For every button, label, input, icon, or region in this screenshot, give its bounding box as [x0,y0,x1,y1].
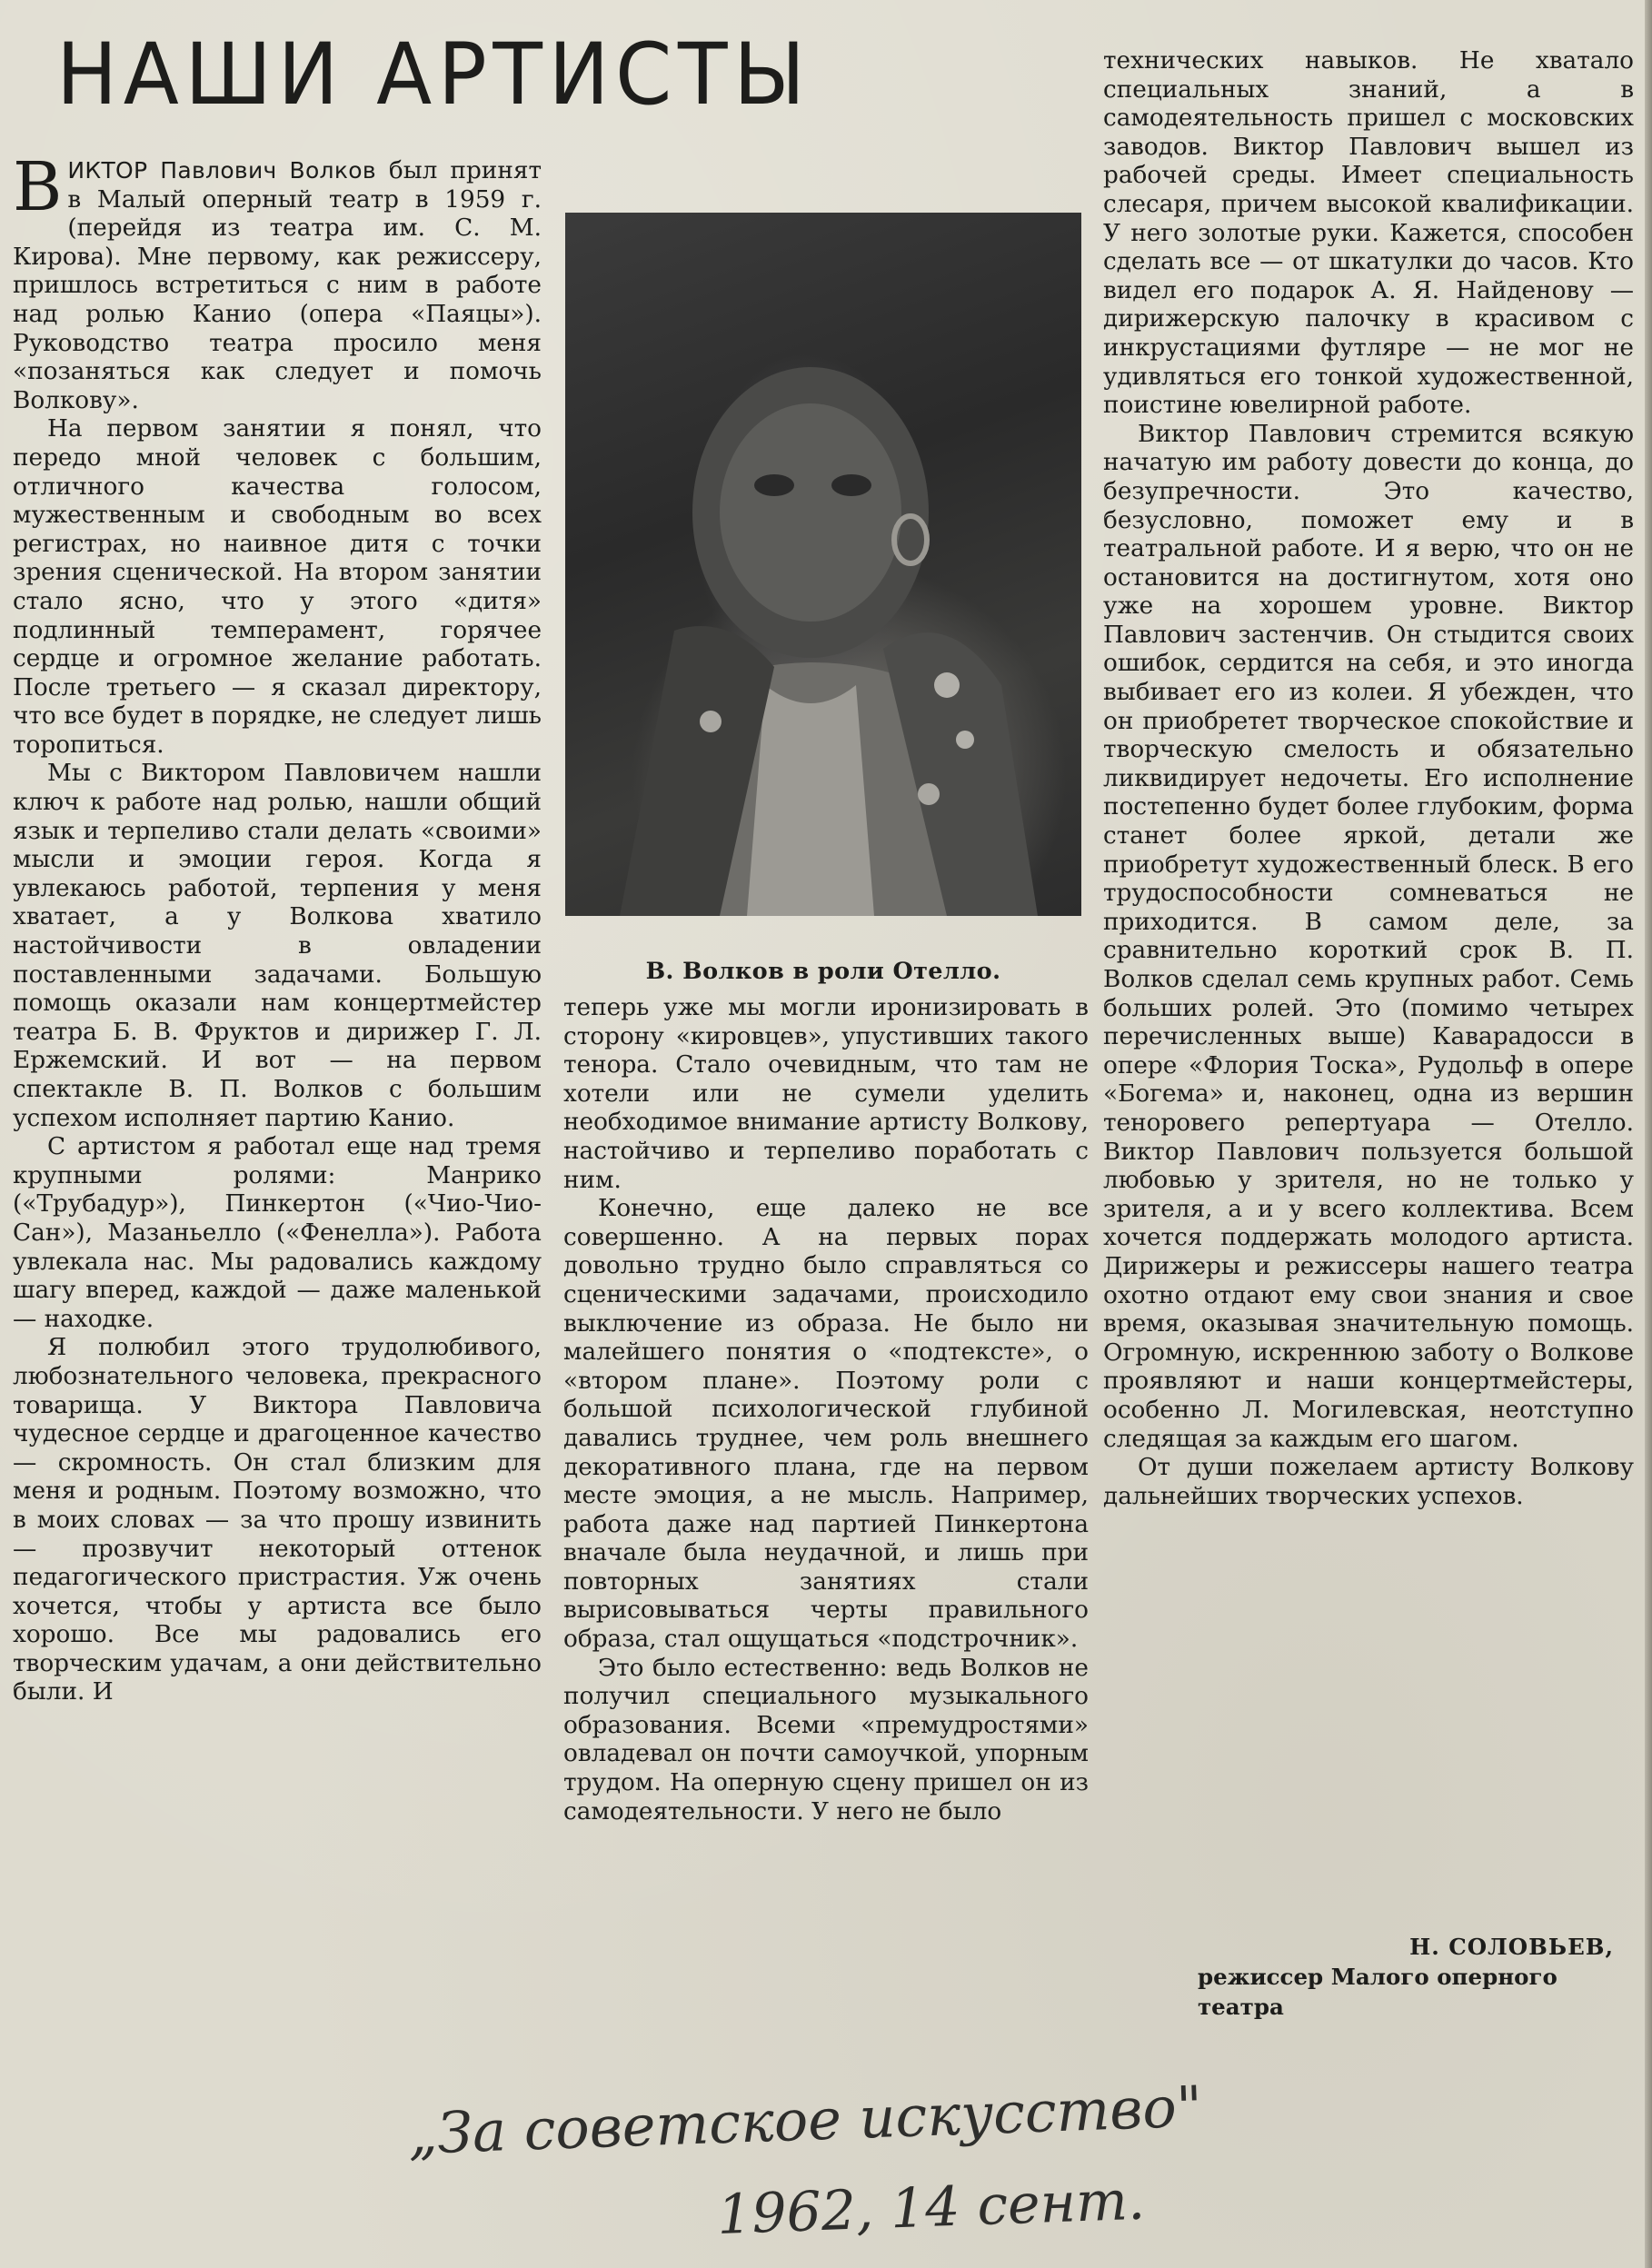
paragraph-text: был принят в Малый оперный театр в 1959 г. (перейдя из театра им. С. М. Кирова). Мне первому, как режиссеру, пришлось встретиться с ним в работе над ролью Канио (опера «Паяцы»). Руководство театра просило меня «позаняться как следует и помочь Волкову». [13,157,542,414]
paragraph: Мы с Виктором Павловичем нашли ключ к работе над ролью, нашли общий язык и терпеливо стали делать «своими» мысли и эмоции героя. Когда я увлекаюсь работой, терпения у меня хватает, а у Волкова хватило настойчивости в овладении поставленными задачами. Большую помощь оказали нам концертмейстер театра Б. В. Фруктов и дирижер Г. Л. Ержемский. И вот — на первом спектакле В. П. Волков с большим успехом исполняет партию Канио. [13,760,542,1132]
handwritten-line-2: 1962, 14 сент. [716,2168,1147,2247]
author-role: режиссер Малого оперного театра [1198,1964,1557,2020]
paragraph: От души пожелаем артисту Волкову дальнейших творческих успехов. [1103,1454,1634,1510]
paragraph: технических навыков. Не хватало специальных знаний, а в самодеятельность пришел с московских заводов. Виктор Павлович вышел из рабочей среды. Имеет специальность слесаря, причем высокой квалификации. У него золотые руки. Кажется, способен сделать все — от шкатулки до часов. Кто видел его подарок А. Я. Найденову — дирижерскую палочку в красивом с инкрустациями футляре — не мог не удивляться его тонкой художественной, поистине ювелирной работе. [1103,47,1634,420]
paragraph: Я полюбил этого трудолюбивого, любознательного человека, прекрасного товарища. У Виктора Павловича чудесное сердце и драгоценное качество — скромность. Он стал близким для меня и родным. Поэтому возможно, что в моих словах — за что прошу извинить — прозвучит некоторый оттенок педагогического пристрастия. Уж очень хочется, чтобы у артиста все было хорошо. Все мы радовались его творческим удачам, а они действительно были. И [13,1334,542,1706]
paragraph: На первом занятии я понял, что передо мной человек с большим, отличного качества голосом, мужественным и свободным во всех регистрах, но наивное дитя с точки зрения сценической. На втором занятии стало ясно, что у этого «дитя» подлинный темперамент, горячее сердце и огромное желание работать. После третьего — я сказал директору, что все будет в порядке, не следует лишь торопиться. [13,415,542,759]
page-edge [1645,0,1652,2268]
right-column [1103,47,1634,1511]
handwritten-source-note [391,2081,1209,2253]
author-signature [1198,1932,1637,2022]
handwriting-image [391,2081,1209,2253]
lead-paragraph [13,148,542,415]
paragraph: теперь уже мы могли иронизировать в сторону «кировцев», упустивших такого тенора. Стало очевидным, что там не хотели или не сумели уделить необходимое внимание артисту Волкову, настойчиво и терпеливо поработать с ним. [563,994,1089,1194]
left-column [13,148,542,1707]
portrait-photo [565,213,1081,916]
paragraph: Это было естественно: ведь Волков не получил специального музыкального образования. Всеми «премудростями» овладевал он почти самоучкой, упорным трудом. На оперную сцену пришел он из самодеятельности. У него не было [563,1654,1089,1825]
article-title: НАШИ АРТИСТЫ [56,25,811,124]
paragraph: Конечно, еще далеко не все совершенно. А на первых порах довольно трудно было справляться со сценическими задачами, происходило выключение из образа. Не было ни малейшего понятия о «подтексте», о «втором плане». Поэтому роли с большой психологической глубиной давались труднее, чем роль внешнего декоративного плана, где на первом месте эмоция, а не мысль. Например, работа даже над партией Пинкертона вначале была неудачной, и лишь при повторных занятиях стали вырисовываться черты правильного образа, стал ощущаться «подстрочник». [563,1195,1089,1654]
lead-name: ИКТОР Павлович Волков [67,157,376,184]
paragraph: С артистом я работал еще над тремя крупными ролями: Манрико («Трубадур»), Пинкертон («Чио-Чио-Сан»), Мазаньелло («Фенелла»). Работа увлекала нас. Мы радовались каждому шагу вперед, каждой — даже маленькой — находке. [13,1133,542,1333]
portrait-image [565,213,1081,916]
drop-cap: В [13,148,63,226]
middle-column [563,994,1089,1826]
photo-caption: В. Волков в роли Отелло. [645,958,1001,985]
handwritten-line-1: „За советское искусство" [406,2081,1204,2167]
author-name: Н. СОЛОВЬЕВ, [1409,1934,1614,1960]
paragraph: Виктор Павлович стремится всякую начатую им работу довести до конца, до безупречности. Это качество, безусловно, поможет ему и в театральной работе. И я верю, что он не остановится на достигнутом, хотя оно уже на хорошем уровне. Виктор Павлович застенчив. Он стыдится своих ошибок, сердится на себя, и это иногда выбивает его из колеи. Я убежден, что он приобретет творческое спокойствие и творческую смелость и обязательно ликвидирует недочеты. Его исполнение постепенно будет более глубоким, форма станет более яркой, детали же приобретут художественный блеск. В его трудоспособности сомневаться не приходится. В самом деле, за сравнительно короткий срок В. П. Волков сделал семь крупных работ. Семь больших ролей. Это (помимо четырех перечисленных выше) Каварадосси в опере «Флория Тоска», Рудольф в опере «Богема» и, наконец, одна из вершин теноровего репертуара — Отелло. Виктор Павлович пользуется большой любовью у зрителя, но не только у зрителя, а и у всего коллектива. Всем хочется поддержать молодого артиста. Дирижеры и режиссеры нашего театра охотно отдают ему свои знания и свое время, оказывая значительную помощь. Огромную, искреннюю заботу о Волкове проявляют и наши концертмейстеры, особенно Л. Могилевская, неотступно следящая за каждым его шагом. [1103,420,1634,1453]
